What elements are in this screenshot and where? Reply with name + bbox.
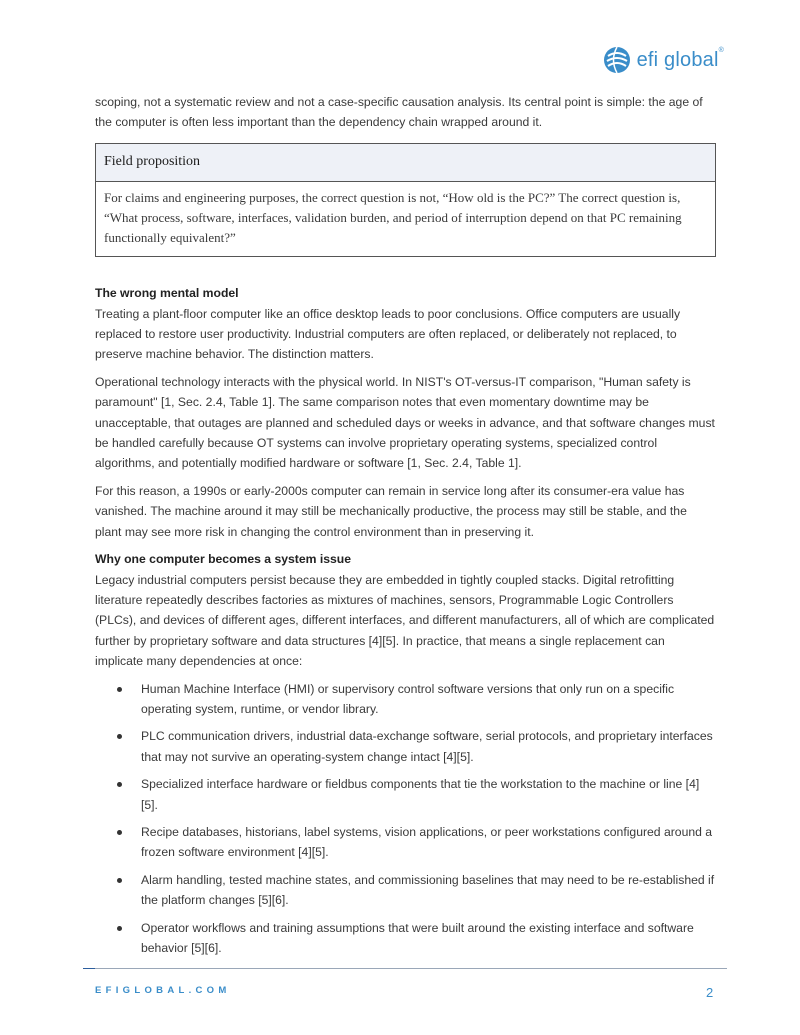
logo-text: efi global® bbox=[636, 46, 724, 71]
field-proposition-body: For claims and engineering purposes, the correct question is not, “How old is the PC?” The correct question is, “What process, software, interfaces, validation burden, and period of interruption depend on that PC remaining functionally equivalent?” bbox=[104, 190, 682, 246]
list-item: Human Machine Interface (HMI) or supervisory control software versions that only run on a specific operating system, runtime, or vendor library. bbox=[95, 679, 716, 720]
field-proposition-box bbox=[95, 143, 716, 257]
list-item: Operator workflows and training assumptions that were built around the existing interface and software behavior [5][6]. bbox=[95, 918, 716, 959]
section1-paragraph-2: Operational technology interacts with the physical world. In NIST's OT-versus-IT comparison, "Human safety is paramount" [1, Sec. 2.4, Table 1]. The same comparison notes that even momentary downtime may be unacceptable, that outages are planned and scheduled days or weeks in advance, and that software changes must be handled carefully because OT systems can involve proprietary operating systems, specialized control algorithms, and potentially modified hardware or software [1, Sec. 2.4, Table 1]. bbox=[95, 374, 715, 471]
list-item: Recipe databases, historians, label systems, vision applications, or peer workstations configured around a frozen software environment [4][5]. bbox=[95, 822, 716, 863]
page-number: 2 bbox=[706, 985, 714, 1000]
efi-globe-icon bbox=[602, 45, 632, 75]
intro-paragraph: scoping, not a systematic review and not a case-specific causation analysis. Its central point is simple: the age of the computer is often less important than the dependency chain wrapped around it. bbox=[95, 95, 703, 130]
section-heading-wrong-mental-model: The wrong mental model bbox=[95, 286, 239, 301]
section2-paragraph-1: Legacy industrial computers persist because they are embedded in tightly coupled stacks. Digital retrofitting literature repeatedly describes factories as mixtures of machines, sensors, Programmable Logic Controllers (PLCs), and devices of different ages, different interfaces, and different manufacturers, all of which are complicated further by proprietary software and data structures [4][5]. In practice, that means a single replacement can implicate many dependencies at once: bbox=[95, 572, 715, 669]
section1-paragraph-3: For this reason, a 1990s or early-2000s computer can remain in service long after its consumer-era value has vanished. The machine around it may still be mechanically productive, the process may still be stable, and the plant may see more risk in changing the control environment than in preserving it. bbox=[95, 483, 687, 539]
section1-paragraph-1: Treating a plant-floor computer like an office desktop leads to poor conclusions. Office computers are usually replaced to restore user productivity. Industrial computers are often replaced, or deliberately not replaced, to preserve machine behavior. The distinction matters. bbox=[95, 306, 681, 362]
bullet-icon bbox=[117, 782, 122, 787]
bullet-icon bbox=[117, 830, 122, 835]
bullet-icon bbox=[117, 687, 122, 692]
bullet-icon bbox=[117, 926, 122, 931]
footer-divider bbox=[83, 968, 727, 969]
bullet-icon bbox=[117, 734, 122, 739]
list-item: PLC communication drivers, industrial data-exchange software, serial protocols, and proprietary interfaces that may not survive an operating-system change intact [4][5]. bbox=[95, 726, 716, 767]
bullet-icon bbox=[117, 878, 122, 883]
footer-url: EFIGLOBAL.COM bbox=[95, 985, 231, 996]
footer-divider-accent bbox=[83, 968, 95, 969]
dependency-list bbox=[95, 679, 716, 959]
section-heading-system-issue: Why one computer becomes a system issue bbox=[95, 552, 352, 567]
efi-global-logo bbox=[602, 45, 724, 75]
list-item: Alarm handling, tested machine states, and commissioning baselines that may need to be re-established if the platform changes [5][6]. bbox=[95, 870, 716, 911]
field-proposition-title: Field proposition bbox=[96, 144, 715, 182]
list-item: Specialized interface hardware or fieldbus components that tie the workstation to the machine or line [4][5]. bbox=[95, 774, 716, 815]
document-body bbox=[95, 92, 716, 965]
